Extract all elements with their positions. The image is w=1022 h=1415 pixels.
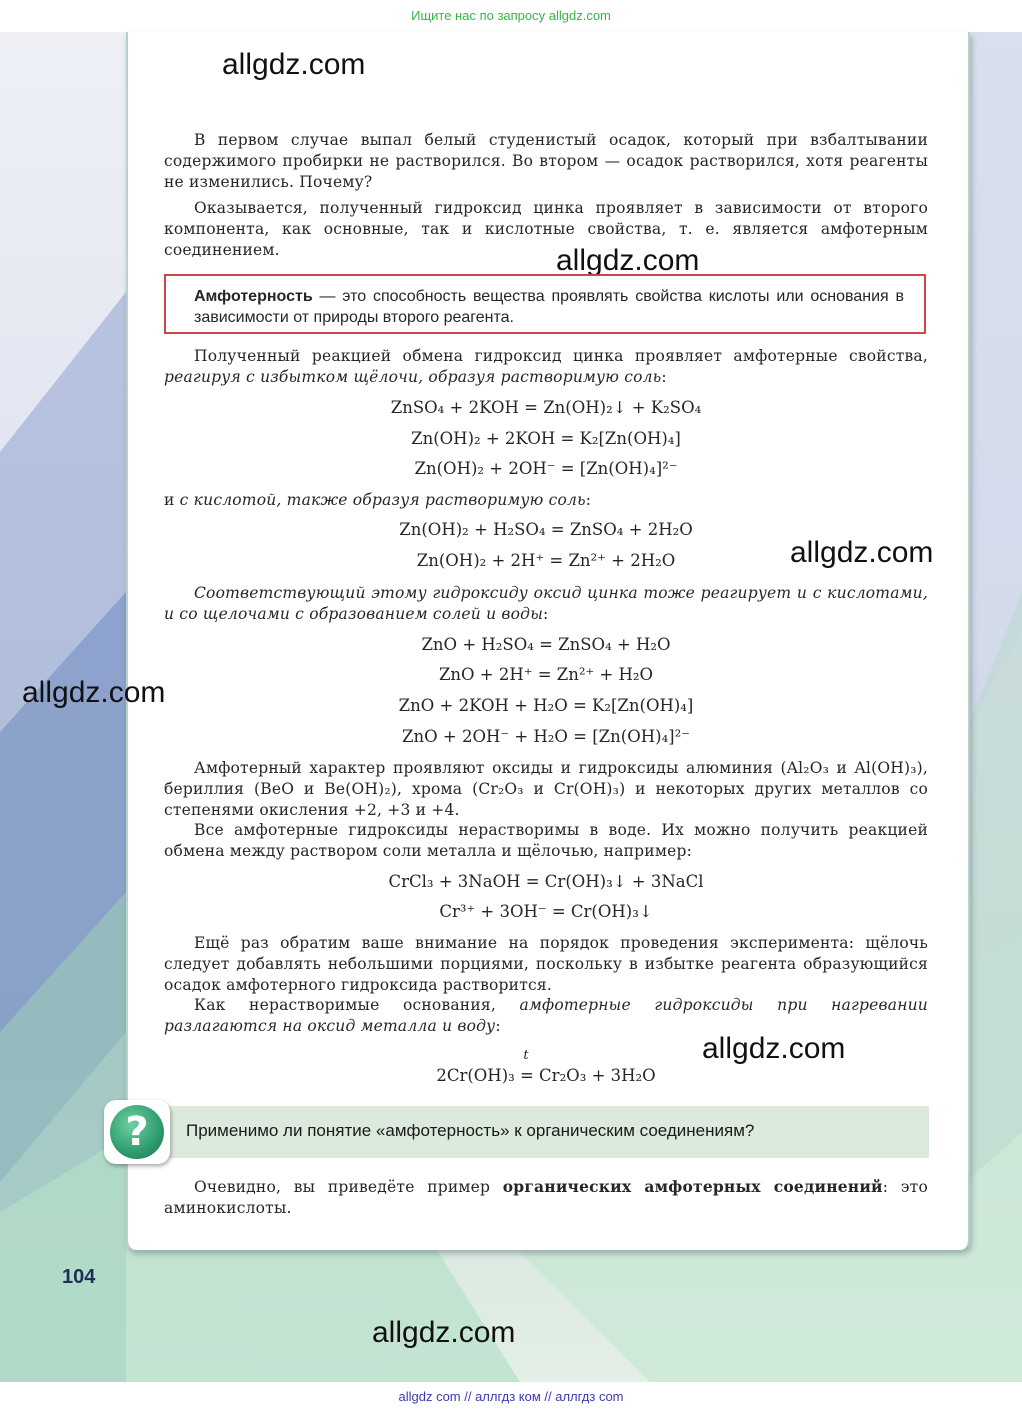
paragraph-4-italic: с кислотой, также образуя растворимую соль [179, 491, 586, 509]
equation-7: ZnO + 2H⁺ = Zn²⁺ + H₂O [438, 665, 654, 684]
paragraph-3-end: : [661, 368, 667, 386]
equation-6: ZnO + H₂SO₄ = ZnSO₄ + H₂O [421, 635, 671, 654]
equation-3: Zn(OH)₂ + 2OH⁻ = [Zn(OH)₄]²⁻ [414, 459, 678, 478]
watermark-2: allgdz.com [556, 244, 700, 277]
equation-5: Zn(OH)₂ + 2H⁺ = Zn²⁺ + 2H₂O [416, 551, 676, 570]
definition-term: Амфотерность [194, 288, 313, 305]
equation-2: Zn(OH)₂ + 2KOH = K₂[Zn(OH)₄] [411, 429, 681, 448]
definition-box [164, 274, 926, 334]
watermark-6: allgdz.com [372, 1316, 516, 1349]
equation-1: ZnSO₄ + 2KOH = Zn(OH)₂↓ + K₂SO₄ [390, 398, 702, 417]
watermark-4: allgdz.com [22, 676, 166, 709]
paragraph-8: Ещё раз обратим ваше внимание на порядок проведения эксперимента: щёлочь следует добавлять небольшими порциями, поскольку в избытке реагента образующийся осадок амфотерного гидроксида растворится. [164, 934, 928, 994]
paragraph-5-end: : [543, 605, 549, 623]
equation-11: Cr³⁺ + 3OH⁻ = Cr(OH)₃↓ [439, 902, 653, 921]
equation-9: ZnO + 2OH⁻ + H₂O = [Zn(OH)₄]²⁻ [402, 727, 690, 746]
equation-4: Zn(OH)₂ + H₂SO₄ = ZnSO₄ + 2H₂O [399, 520, 693, 539]
page-number: 104 [62, 1266, 96, 1288]
top-banner[interactable]: Ищите нас по запросу allgdz.com [0, 0, 1022, 32]
paragraph-5 [164, 583, 928, 625]
definition-text [194, 286, 904, 328]
watermark-5: allgdz.com [702, 1032, 846, 1065]
equation-8: ZnO + 2KOH + H₂O = K₂[Zn(OH)₄] [398, 696, 694, 715]
paragraph-6: Амфотерный характер проявляют оксиды и гидроксиды алюминия (Al₂O₃ и Al(OH)₃), бериллия (BeO и Be(OH)₂), хрома (Cr₂O₃ и Cr(OH)₃) и некоторых других металлов со степенями окисления +2, +3 и +4. [164, 759, 928, 819]
watermark-3: allgdz.com [790, 536, 934, 569]
paragraph-9-italic: амфотерные гидроксиды при нагревании разлагаются на оксид металла и воду [164, 996, 928, 1035]
paragraph-1: В первом случае выпал белый студенистый осадок, который при взбалтывании содержимого пробирки не растворился. Во втором — осадок растворился, хотя реагенты не изменились. Почему? [164, 131, 928, 191]
paragraph-4 [164, 490, 928, 511]
paragraph-5-italic: Соответствующий этому гидроксиду оксид цинка тоже реагирует и с кислотами, и со щелочами с образованием солей и воды [164, 584, 928, 623]
paragraph-10-end: : это аминокислоты. [164, 1178, 928, 1217]
question-icon [104, 1100, 170, 1164]
equation-12: 2Cr(OH)₃ = Cr₂O₃ + 3H₂O [436, 1066, 656, 1085]
paragraph-9-text: Как нерастворимые основания, [194, 996, 520, 1014]
paragraph-7: Все амфотерные гидроксиды нерастворимы в воде. Их можно получить реакцией обмена между раствором соли металла и щёлочью, например: [164, 821, 928, 860]
watermark-1: allgdz.com [222, 48, 366, 81]
question-band [160, 1106, 929, 1158]
paragraph-10-bold: органических амфотерных соединений [502, 1177, 883, 1196]
paragraph-9-end: : [495, 1017, 501, 1035]
paragraph-4-end: : [585, 491, 592, 509]
paragraph-10 [164, 1176, 928, 1219]
bottom-banner[interactable]: allgdz com // аллгдз ком // аллгдз com [0, 1382, 1022, 1415]
paragraph-2: Оказывается, полученный гидроксид цинка проявляет в зависимости от второго компонента, как основные, так и кислотные свойства, т. е. является амфотерным соединением. [164, 199, 928, 259]
equation-10: CrCl₃ + 3NaOH = Cr(OH)₃↓ + 3NaCl [388, 872, 704, 891]
paragraph-10-text: Очевидно, вы приведёте пример [194, 1178, 503, 1196]
definition-body: — это способность вещества проявлять свойства кислоты или основания в зависимости от природы второго реагента. [194, 288, 904, 326]
question-text: Применимо ли понятие «амфотерность» к органическим соединениям? [186, 1121, 755, 1140]
paragraph-4-text: и [164, 491, 180, 509]
question-mark-icon: ? [110, 1105, 164, 1159]
paragraph-3-italic: реагируя с избытком щёлочи, образуя растворимую соль [164, 368, 662, 386]
heat-mark: t [523, 1048, 529, 1063]
paragraph-9 [164, 995, 928, 1037]
paragraph-3 [164, 346, 928, 388]
paragraph-3-text: Полученный реакцией обмена гидроксид цинка проявляет амфотерные свойства, [194, 347, 928, 365]
